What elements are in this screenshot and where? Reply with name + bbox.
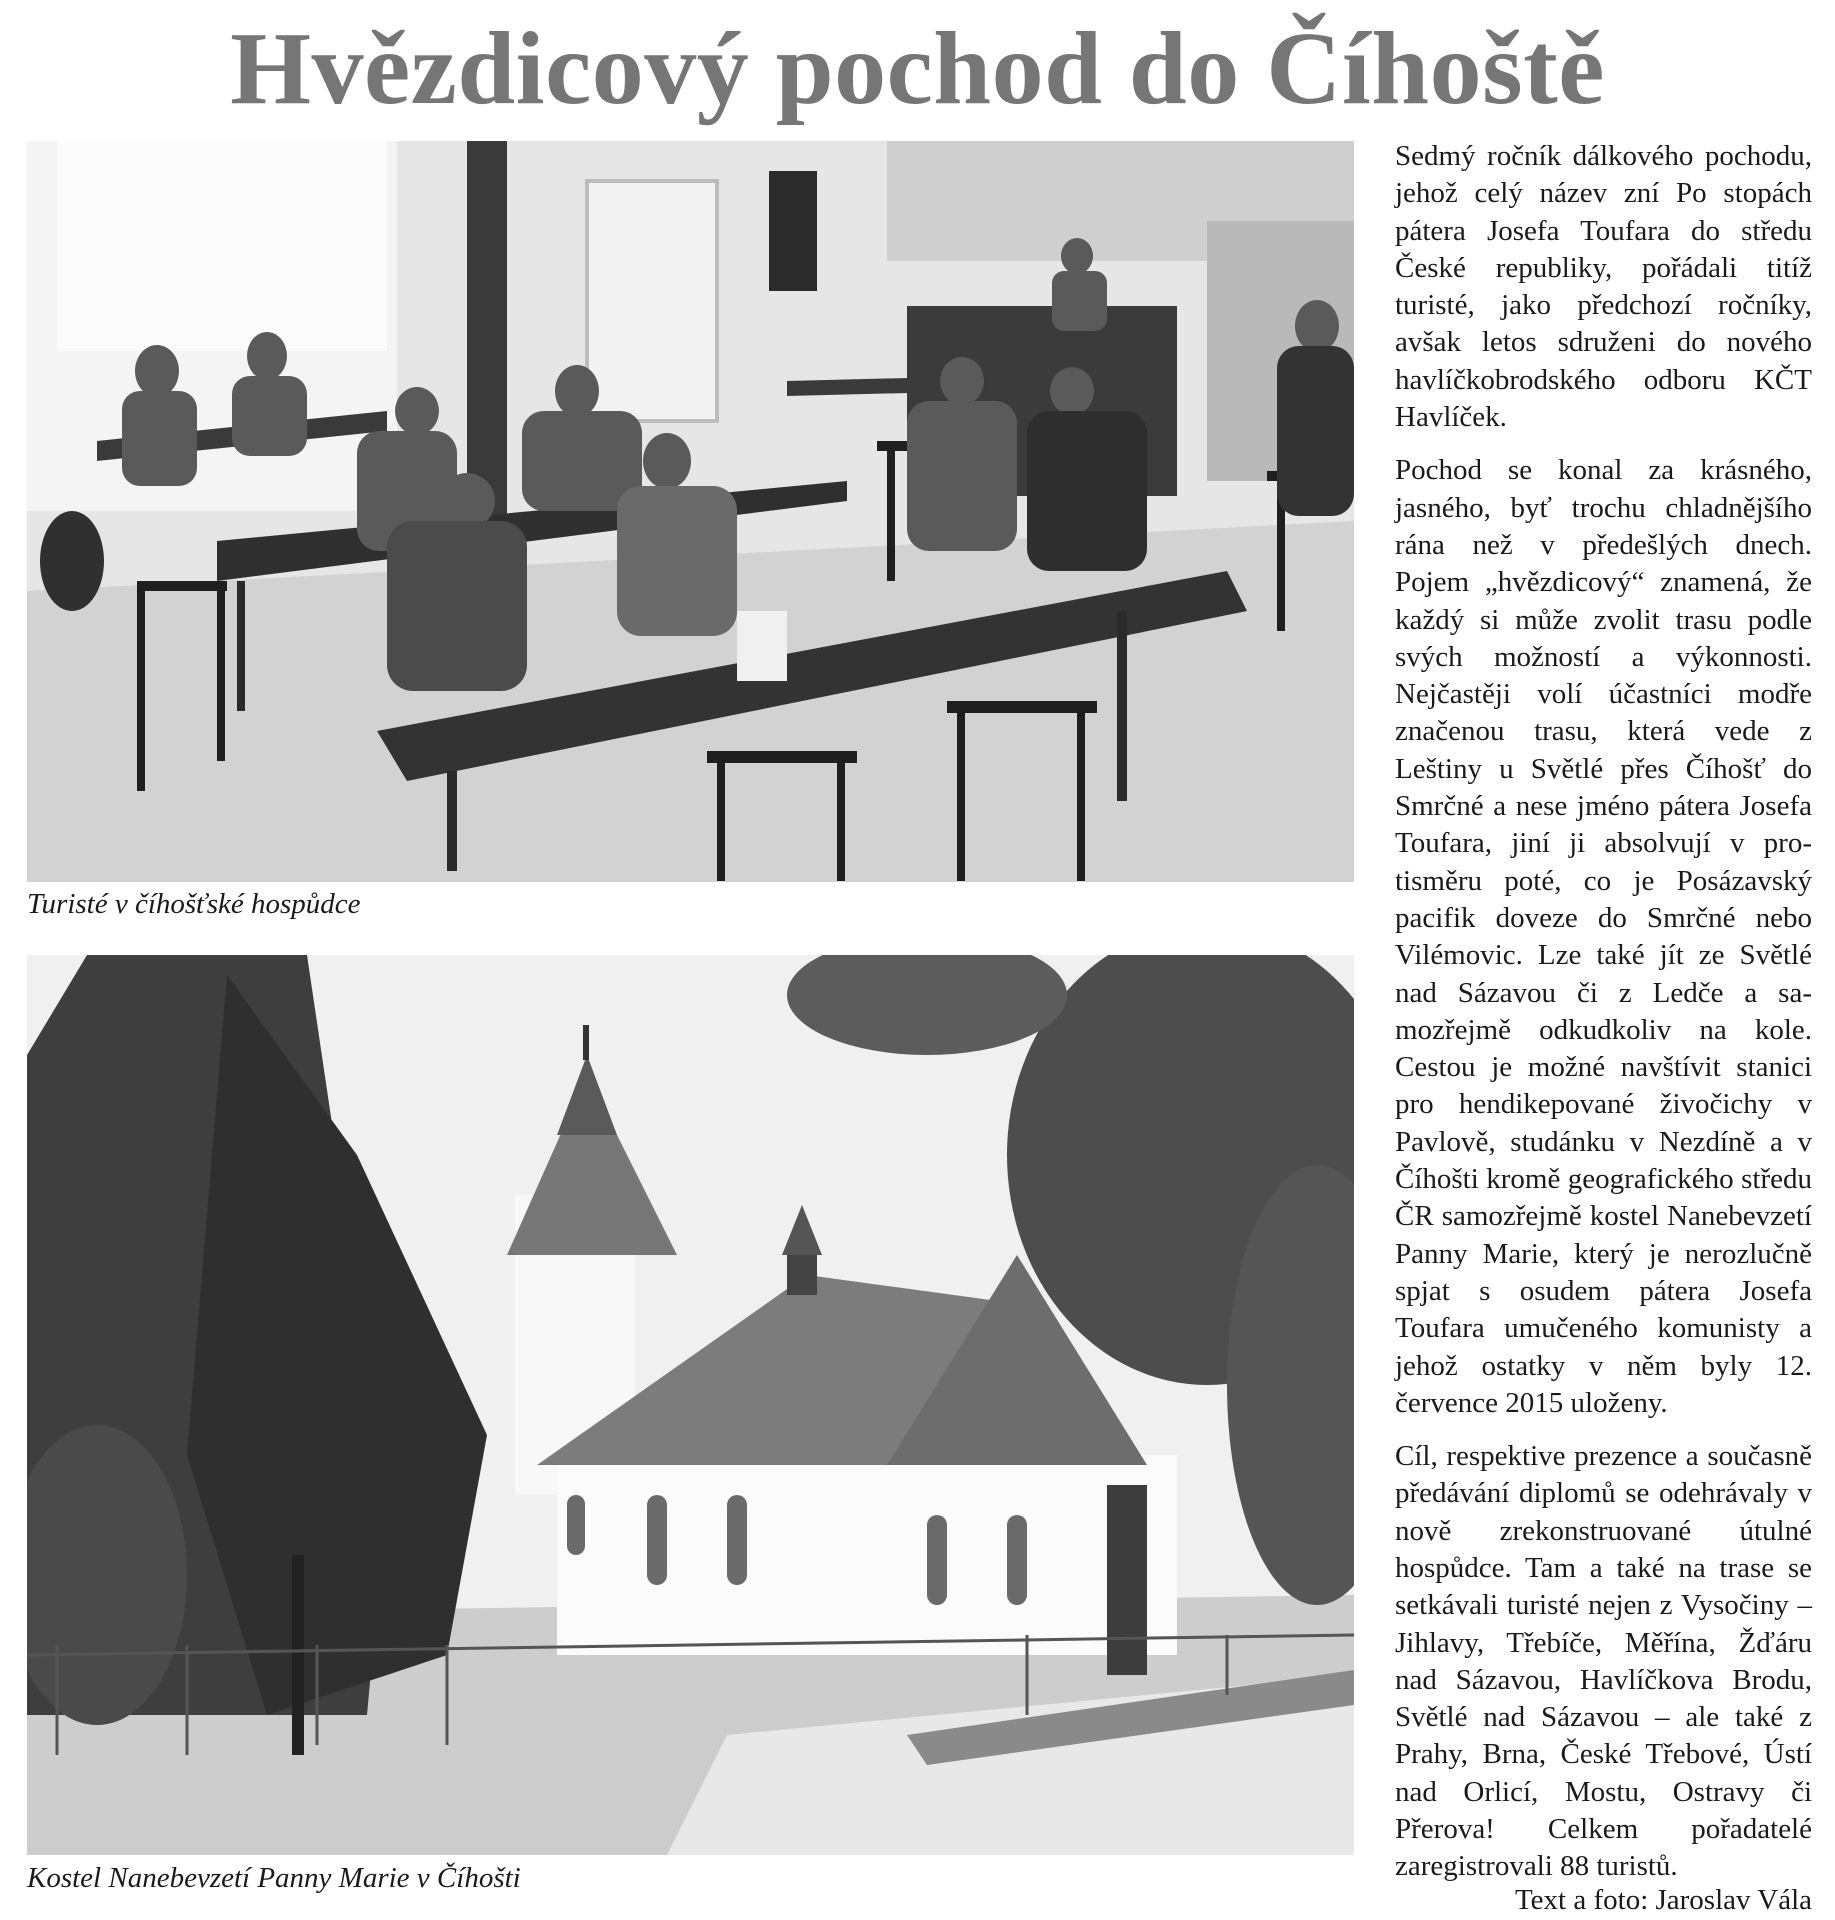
pub-interior-photo — [27, 141, 1354, 882]
author-credit: Text a foto: Jaroslav Vála — [1514, 1884, 1812, 1916]
paragraph: Cíl, respektive prezence a současně předávání diplomů se odehrávaly v nově zrekonstruované útulné hospůdce. Tam a také na trase se setkávali turisté nejen z Vysočiny – Jihlavy, Třebíče, Měřína, Žďáru nad Sázavou, Havlíčkova Brodu, Světlé nad Sázavou – ale také z Prahy, Brna, České Třebové, Ústí nad Orlicí, Mostu, Ostravy či Přerova! Celkem pořadatelé zaregistrovali 88 turistů. — [1395, 1440, 1812, 1883]
article-title: Hvězdicový pochod do Číhoště — [230, 11, 1605, 126]
church-photo — [27, 955, 1354, 1855]
paragraph: Pochod se konal za krásného, jasného, byť trochu chladnějšího rána než v předešlých dnech. Pojem „hvězdicový“ znamená, že každý si může zvolit trasu podle svých možností a výkonnosti. Nejčastěji volí účastníci modře značenou trasu, která vede z Leštiny u Světlé přes Číhošť do Smrčné a nese jméno pátera Josefa Toufara, jiní ji absolvují v protisměru poté, co je Posázavský pacifik doveze do Smrčné nebo Vilémovic. Lze také jít ze Světlé nad Sázavou či z Ledče a samozřejmě odkudkoliv na kole. Cestou je možné navštívit stanici pro hendikepované živočichy v Pavlově, studánku v Nezdíně a v Číhošti kromě geografického středu ČR samozřejmě kostel Nanebevzetí Panny Marie, který je nerozlučně spjat s osudem pátera Josefa Toufara umučeného komunisty a jehož ostatky v něm byly 12. července 2015 uloženy. — [1395, 454, 1812, 1419]
article-body — [1395, 138, 1812, 1902]
church-photo-caption: Kostel Nanebevzetí Panny Marie v Číhošti — [27, 1862, 521, 1894]
paragraph: Sedmý ročník dálkového pochodu, jehož celý název zní Po stopách pátera Josefa Toufara do středu České republiky, pořádali titíž turisté, jako předchozí ročníky, avšak letos sdruženi do nového havlíčkobrodského odboru KČT Havlíček. — [1395, 140, 1812, 434]
pub-photo-caption: Turisté v číhošťské hospůdce — [27, 888, 361, 920]
